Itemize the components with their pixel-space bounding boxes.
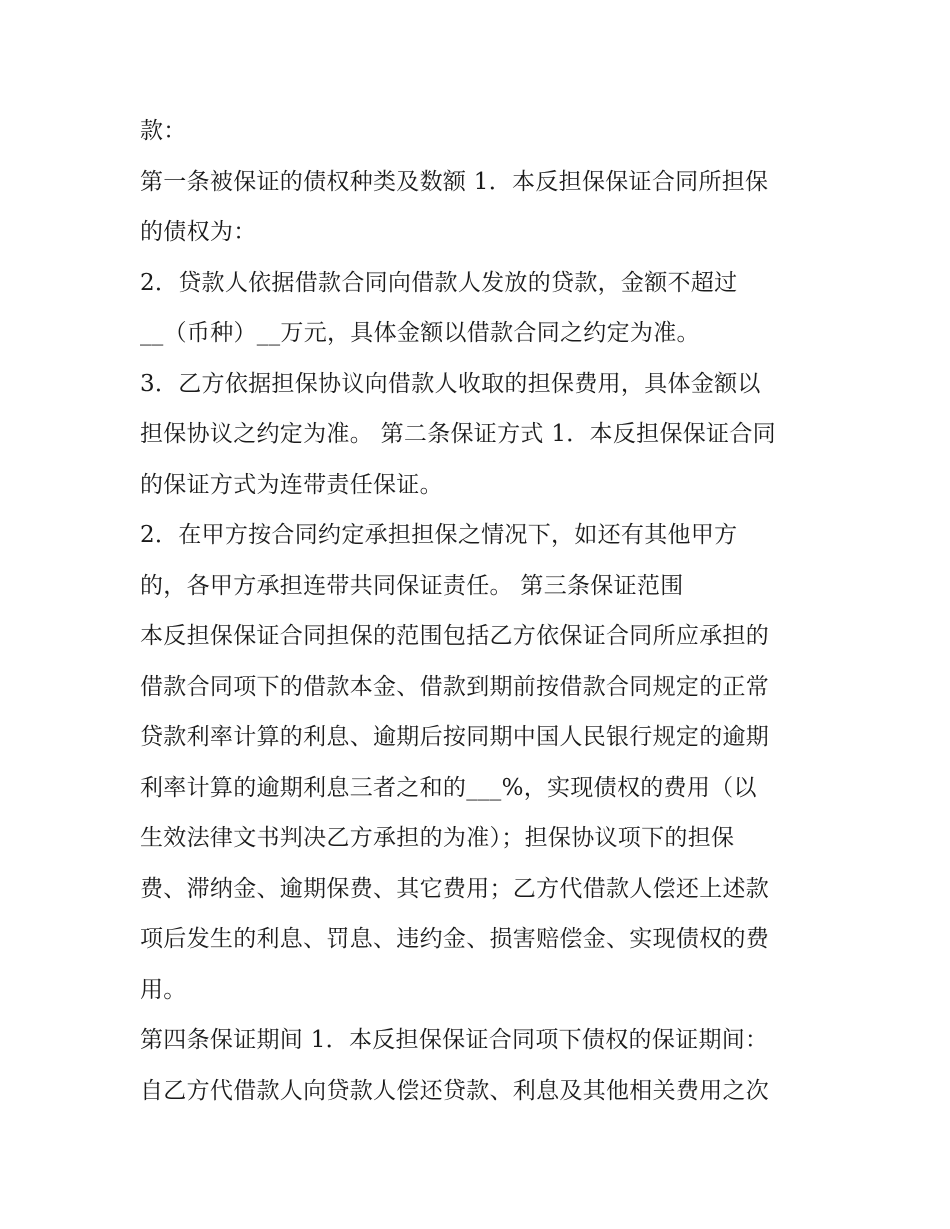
text-line: 担保协议之约定为准。 第二条保证方式 1．本反担保保证合同 — [140, 421, 776, 447]
text-line: 2．贷款人依据借款合同向借款人发放的贷款，金额不超过 — [140, 269, 738, 296]
text-line: 费、滞纳金、逾期保费、其它费用；乙方代借款人偿还上述款 — [140, 875, 770, 902]
text-line: 项后发生的利息、罚息、违约金、损害赔偿金、实现债权的费 — [140, 926, 770, 952]
text-line: 自乙方代借款人向贷款人偿还贷款、利息及其他相关费用之次 — [140, 1077, 770, 1104]
text-line: 2．在甲方按合同约定承担担保之情况下，如还有其他甲方 — [140, 522, 738, 548]
text-line: 第四条保证期间 1．本反担保保证合同项下债权的保证期间： — [140, 1027, 769, 1053]
text-line: 用。 — [140, 976, 187, 1003]
text-line: 生效法律文书判决乙方承担的为准）；担保协议项下的担保 — [140, 825, 735, 851]
text-line: __（币种）__万元，具体金额以借款合同之约定为准。 — [140, 320, 700, 346]
text-line: 利率计算的逾期利息三者之和的___%，实现债权的费用（以 — [140, 774, 757, 801]
contract-body-text — [140, 106, 830, 1116]
text-line: 的保证方式为连带责任保证。 — [140, 471, 443, 498]
text-line: 借款合同项下的借款本金、借款到期前按借款合同规定的正常 — [140, 673, 770, 700]
text-line: 本反担保保证合同担保的范围包括乙方依保证合同所应承担的 — [140, 623, 770, 649]
text-line: 的，各甲方承担连带共同保证责任。 第三条保证范围 — [140, 572, 684, 599]
text-line: 3．乙方依据担保协议向借款人收取的担保费用，具体金额以 — [140, 370, 761, 397]
text-line: 第一条被保证的债权种类及数额 1．本反担保保证合同所担保 — [140, 168, 769, 195]
text-line: 款： — [140, 118, 187, 144]
text-line: 的债权为： — [140, 219, 257, 245]
text-line: 贷款利率计算的利息、逾期后按同期中国人民银行规定的逾期 — [140, 724, 770, 750]
